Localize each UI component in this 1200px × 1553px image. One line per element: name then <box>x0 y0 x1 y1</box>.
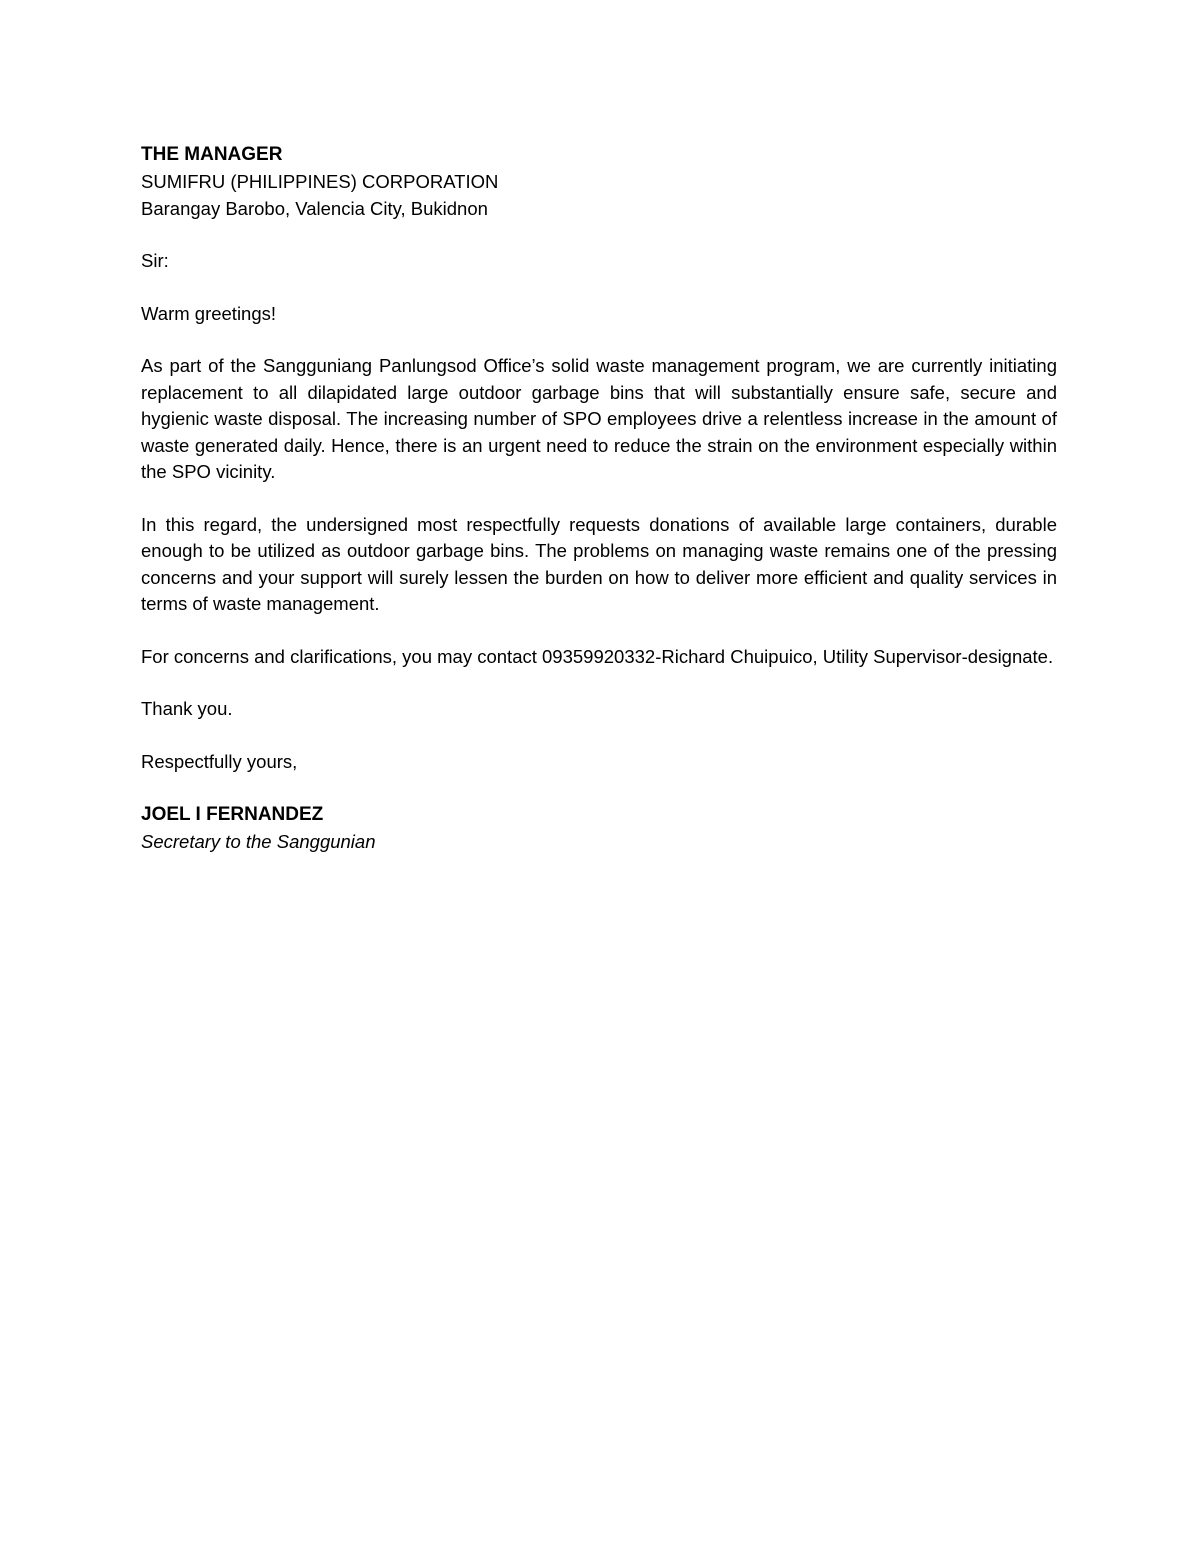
body-paragraph-3: For concerns and clarifications, you may contact 09359920332-Richard Chuipuico, Utility Supervisor-designate. <box>141 645 1054 667</box>
spacer <box>141 222 1057 248</box>
salutation: Sir: <box>141 250 169 271</box>
spacer <box>141 275 1057 301</box>
recipient-address: Barangay Barobo, Valencia City, Bukidnon <box>141 197 488 219</box>
spacer <box>141 618 1057 644</box>
letter-content <box>141 141 1057 856</box>
signatory-position: Secretary to the Sanggunian <box>141 831 376 852</box>
recipient-title: THE MANAGER <box>141 144 283 165</box>
greeting: Warm greetings! <box>141 302 277 324</box>
spacer <box>141 670 1057 696</box>
thanks: Thank you. <box>141 698 233 719</box>
spacer <box>141 327 1057 353</box>
body-paragraph-1: As part of the Sangguniang Panlungsod Office’s solid waste management program, we are currently initiating replacement to all dilapidated large outdoor garbage bins that will substantially ensure safe, secure and hygienic waste disposal. The increasing number of SPO employees drive a relentless increase in the amount of waste generated daily. Hence, there is an urgent need to reduce the strain on the environment especially within the SPO vicinity. <box>141 355 1057 482</box>
body-paragraph-2: In this regard, the undersigned most respectfully requests donations of available large containers, durable enough to be utilized as outdoor garbage bins. The problems on managing waste remains one of the pressing concerns and your support will surely lessen the burden on how to deliver more efficient and quality services in terms of waste management. <box>141 513 1057 614</box>
recipient-company: SUMIFRU (PHILIPPINES) CORPORATION <box>141 171 499 192</box>
signatory-name: JOEL I FERNANDEZ <box>141 804 324 825</box>
spacer <box>141 775 1057 801</box>
closing: Respectfully yours, <box>141 750 298 772</box>
spacer <box>141 723 1057 749</box>
spacer <box>141 486 1057 512</box>
